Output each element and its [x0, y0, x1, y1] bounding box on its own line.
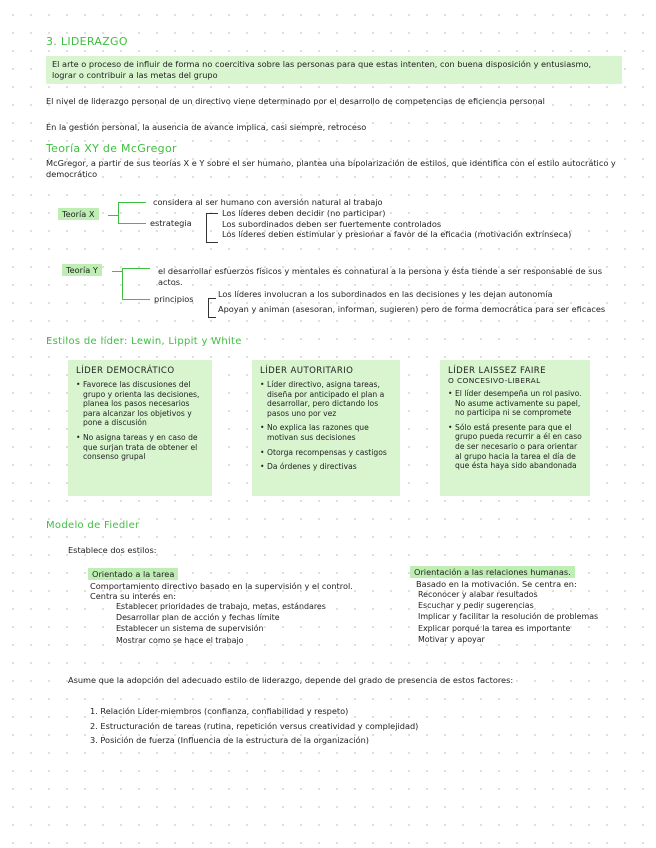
task-item: Mostrar como se hace el trabajo	[116, 635, 244, 645]
principles-list	[218, 289, 626, 314]
task-oriented-title: Orientado a la tarea	[88, 568, 178, 580]
factors-list	[90, 704, 620, 748]
principles-item: Apoyan y animan (asesoran, informan, sugieren) pero de forma democrática para ser eficaces	[218, 303, 606, 314]
laissez-item: • El líder desempeña un rol pasivo. No asume activamente su papel, no participa ni se compromete	[448, 389, 582, 418]
strategy-label: estrategia	[150, 218, 192, 228]
principles-bracket	[208, 298, 216, 318]
strategy-list	[222, 208, 627, 240]
theory-y-effort: el desarrollar esfuerzos físicos y mentales es connatural a la persona y ésta tiende a ser responsable de sus actos.	[158, 266, 602, 287]
theory-x-bracket	[118, 202, 146, 224]
relations-item: Motivar y apoyar	[418, 634, 485, 644]
fiedler-title: Modelo de Fiedler	[46, 520, 140, 531]
factor-item: 2. Estructuración de tareas (rutina, repetición versus creatividad y complejidad)	[90, 720, 419, 731]
principles-label: principios	[154, 294, 194, 304]
section-title: 3. LIDERAZGO	[46, 35, 128, 48]
principles-item: Los líderes involucran a los subordinados en las decisiones y les dejan autonomía	[218, 289, 553, 299]
factor-item: 3. Posición de fuerza (Influencia de la estructura de la organización)	[90, 735, 369, 745]
autocratic-item: • No explica las razones que motivan sus decisiones	[260, 423, 392, 442]
democratic-item: • Favorece las discusiones del grupo y orienta las decisiones, planea los pasos necesarios para alcanzar los objetivos y pone a discusión	[76, 380, 204, 428]
laissez-faire-leader-box	[440, 360, 590, 496]
intro-line-2: En la gestión personal, la ausencia de avance implica, casi siempre, retroceso	[46, 122, 367, 132]
autocratic-title: LÍDER AUTORITARIO	[260, 366, 354, 376]
theory-y-connector	[112, 271, 122, 272]
task-item: Desarrollar plan de acción y fechas límite	[116, 613, 280, 623]
theory-x-label: Teoría X	[58, 208, 99, 220]
fiedler-assume: Asume que la adopción del adecuado estilo de liderazgo, depende del grado de presencia de estos factores:	[68, 675, 514, 685]
theory-x-connector	[108, 215, 118, 216]
definition-block: El arte o proceso de influir de forma no coercitiva sobre las personas para que estas intenten, con buena disposición y entusiasmo, lograr o contribuir a las metas del grupo	[46, 56, 622, 84]
factor-item: 1. Relación Líder-miembros (confianza, confiabilidad y respeto)	[90, 706, 349, 716]
strategy-item: Los líderes deben estimular y presionar a favor de la eficacia (motivación extrínseca)	[222, 229, 572, 239]
relations-oriented-block	[416, 579, 626, 645]
task-item: Establecer prioridades de trabajo, metas, estándares	[116, 602, 326, 611]
relations-item: Reconocer y alabar resultados	[418, 590, 538, 599]
task-desc-1: Comportamiento directivo basado en la supervisión y el control.	[90, 581, 353, 591]
theory-x-consider: considera al ser humano con aversión natural al trabajo	[153, 197, 383, 207]
laissez-item: • Sólo está presente para que el grupo pueda recurrir a él en caso de ser necesario o para orientar al grupo hacia la tarea el día de que ésta haya sido abandonada	[448, 423, 582, 471]
autocratic-item: • Líder directivo, asigna tareas, diseña por anticipado el plan a desarrollar, pero dictando los pasos uno por vez	[260, 380, 392, 418]
democratic-title: LÍDER DEMOCRÁTICO	[76, 366, 175, 376]
relations-item: Implicar y facilitar la resolución de problemas	[418, 612, 599, 622]
task-desc-2: Centra su interés en:	[90, 591, 176, 601]
task-oriented-block	[90, 581, 390, 646]
relations-desc: Basado en la motivación. Se centra en:	[416, 579, 577, 589]
strategy-bracket	[206, 213, 218, 243]
theory-xy-title: Teoría XY de McGregor	[46, 142, 177, 155]
democratic-item: • No asigna tareas y en caso de que surjan trata de obtener el consenso grupal	[76, 433, 204, 462]
strategy-item: Los subordinados deben ser fuertemente controlados	[222, 218, 442, 229]
fiedler-intro: Establece dos estilos:	[68, 545, 157, 555]
task-item: Establecer un sistema de supervisión	[116, 624, 264, 634]
styles-title: Estilos de líder: Lewin, Lippit y White	[46, 336, 242, 347]
relations-oriented-title: Orientación a las relaciones humanas.	[410, 566, 575, 578]
democratic-leader-box	[68, 360, 212, 496]
autocratic-leader-box	[252, 360, 400, 496]
autocratic-item: • Otorga recompensas y castigos	[260, 448, 392, 458]
relations-item: Escuchar y pedir sugerencias	[418, 601, 534, 611]
theory-xy-description: McGregor, a partir de sus teorías X e Y sobre el ser humano, plantea una bipolarización de estilos, que identifica con el estilo autocrático y democrático	[46, 158, 616, 179]
theory-y-bracket	[122, 268, 150, 300]
relations-item: Explicar porqué la tarea es importante	[418, 623, 571, 633]
laissez-title: LÍDER LAISSEZ FAIRE	[448, 366, 546, 376]
theory-y-label: Teoría Y	[62, 264, 102, 276]
laissez-subtitle: O CONCESIVO-LIBERAL	[448, 376, 541, 385]
strategy-item: Los líderes deben decidir (no participar)	[222, 208, 386, 218]
autocratic-item: • Da órdenes y directivas	[260, 462, 392, 472]
intro-line-1: El nivel de liderazgo personal de un directivo viene determinado por el desarrollo de competencias de eficiencia personal	[46, 96, 545, 106]
